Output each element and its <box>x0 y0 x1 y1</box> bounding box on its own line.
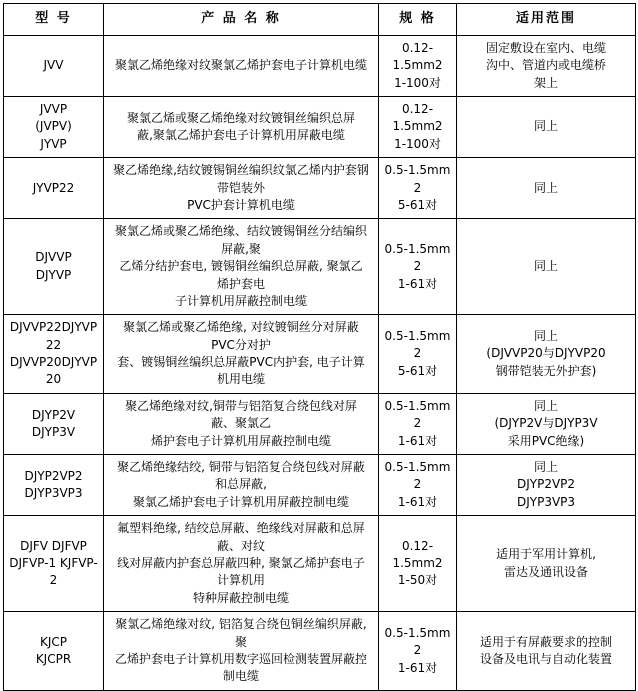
cell-scope-line: 钢带铠装无外护套) <box>495 363 597 378</box>
cell-model-line: DJYP3V <box>31 424 76 439</box>
cell-product-name-line: 聚氯乙烯绝缘对纹聚氯乙烯护套电子计算机电缆 <box>114 58 367 73</box>
column-header-scope: 适用范围 <box>457 4 636 36</box>
cell-scope-line: 雷达及通讯设备 <box>503 564 588 579</box>
cell-specification-line: 1.5mm2 <box>392 556 443 570</box>
cell-scope-line: 设备及电讯与自动化装置 <box>479 651 612 666</box>
cell-scope-line: 同上 <box>533 460 558 475</box>
cell-product-name-line: 氟塑料绝缘, 结绞总屏蔽、绝缘线对屏蔽和总屏 <box>117 521 365 536</box>
cell-scope-line: (DJVVP20与DJYVP20 <box>486 346 606 361</box>
cell-product-name-line: 聚乙烯绝缘,结纹镀锡铜丝编织纹氯乙烯内护套钢 <box>113 163 369 178</box>
cell-product-name-line: 带铠装外 <box>216 180 265 195</box>
cell-product-name <box>104 612 379 691</box>
cell-model-line: JYVP <box>40 136 67 151</box>
cell-scope-line: DJYP3VP3 <box>516 494 576 509</box>
cell-scope-line: 同上 <box>533 119 558 134</box>
cell-specification <box>379 393 457 454</box>
cell-model <box>4 612 104 691</box>
cell-specification-line: 0.5-1.5mm2 <box>384 241 451 274</box>
cell-specification <box>379 612 457 691</box>
cell-model-line: DJYP3VP3 <box>24 486 83 501</box>
cell-model <box>4 455 104 516</box>
cell-scope-line: 沟中、管道内或电缆桥 <box>485 58 606 73</box>
table-row <box>4 393 636 454</box>
cell-model-line: DJYVP <box>35 267 72 282</box>
cell-specification <box>379 35 457 96</box>
cell-specification-line: 0.12- <box>401 538 434 553</box>
cell-model-line: (JVPV) <box>35 119 72 134</box>
cell-specification-line: 1.5mm2 <box>392 58 443 73</box>
cell-scope <box>457 219 636 315</box>
cell-specification-line: 1-61对 <box>397 494 438 509</box>
cell-product-name-line: 聚乙烯绝缘对纹,铜带与铝箔复合绕包线对屏 <box>125 398 357 413</box>
cell-scope-line: 同上 <box>533 329 558 343</box>
cell-product-name-line: 聚 <box>234 634 247 649</box>
cell-product-name-line: 聚乙烯绝缘结绞, 铜带与铝箔复合绕包线对屏蔽 <box>117 460 365 475</box>
cell-model-line: DJFVP-1 KJFVP-2 <box>9 556 98 588</box>
cell-specification-line: 5-61对 <box>397 363 438 378</box>
table-row <box>4 455 636 516</box>
cell-product-name-line: 计算机用 <box>216 573 265 588</box>
cell-specification-line: 1-61对 <box>397 660 438 675</box>
cell-scope <box>457 455 636 516</box>
cell-model <box>4 35 104 96</box>
table-row <box>4 35 636 96</box>
cell-product-name-line: 聚氯乙烯或聚乙烯绝缘、结纹镀锡铜丝分结编织 <box>114 224 367 239</box>
cell-product-name-line: 制电缆 <box>222 669 259 684</box>
cell-scope <box>457 516 636 612</box>
cell-scope <box>457 315 636 394</box>
table-header-row <box>4 4 636 36</box>
cell-model-line: KJCPR <box>35 651 72 666</box>
table-row <box>4 612 636 691</box>
cell-product-name-line: 聚氯乙烯或聚乙烯绝缘, 对纹镀铜丝分对屏蔽 <box>123 320 359 335</box>
table-body <box>4 35 636 690</box>
cell-specification <box>379 315 457 394</box>
cell-model-line: JVV <box>43 58 64 73</box>
cell-specification-line: 1-100对 <box>394 136 441 151</box>
table-header <box>4 4 636 36</box>
cell-model-line: KJCP <box>39 634 68 649</box>
cell-product-name-line: 乙烯护套电子计算机用数字巡回检测装置屏蔽控 <box>114 651 367 666</box>
table-row <box>4 315 636 394</box>
cell-specification-line: 5-61对 <box>397 197 438 212</box>
cell-product-name-line: 和总屏蔽, <box>215 477 267 492</box>
cell-specification-line: 1-50对 <box>397 573 438 588</box>
table-row <box>4 516 636 612</box>
cell-product-name <box>104 158 379 219</box>
cell-scope-line: 采用PVC绝缘) <box>507 433 585 448</box>
cell-product-name-line: 屏蔽,聚 <box>221 241 261 256</box>
cell-scope-line: (DJYP2V与DJYP3V <box>494 416 598 431</box>
cell-scope-line: 适用于有屏蔽要求的控制 <box>479 634 612 649</box>
cell-model-line: JYVP22 <box>32 180 75 195</box>
cell-specification <box>379 516 457 612</box>
column-header-product-name: 产 品 名 称 <box>104 4 379 36</box>
cell-product-name-line: 蔽、对纹 <box>216 538 265 553</box>
cell-product-name-line: 聚氯乙烯护套电子计算机用屏蔽控制电缆 <box>132 494 349 509</box>
cell-model-line: DJVVP <box>35 250 72 265</box>
cell-scope-line: 同上 <box>533 259 558 274</box>
cell-specification-line: 0.5-1.5mm2 <box>384 329 451 361</box>
cell-scope <box>457 35 636 96</box>
cell-scope <box>457 158 636 219</box>
cell-specification-line: 1-100对 <box>394 75 441 90</box>
cell-specification-line: 0.5-1.5mm2 <box>384 163 451 195</box>
column-header-specification: 规 格 <box>379 4 457 36</box>
cell-scope-line: 同上 <box>533 180 558 195</box>
cell-model <box>4 393 104 454</box>
cell-product-name-line: 烯护套电 <box>216 276 265 291</box>
cell-specification-line: 1-61对 <box>397 433 438 448</box>
cell-model <box>4 516 104 612</box>
cell-product-name-line: 乙烯分结护套电, 镀锡铜丝编织总屏蔽, 聚氯乙 <box>119 259 363 274</box>
cell-model-line: DJVVP20DJYVP20 <box>9 355 98 387</box>
cell-product-name-line: 蔽,聚氯乙烯护套电子计算机用屏蔽电缆 <box>137 128 345 143</box>
cell-scope-line: 固定敷设在室内、电缆 <box>485 40 606 55</box>
cell-specification-line: 0.5-1.5mm2 <box>384 460 451 492</box>
cell-scope <box>457 393 636 454</box>
cell-scope-line: 同上 <box>533 398 558 413</box>
cell-model <box>4 219 104 315</box>
cell-product-name <box>104 315 379 394</box>
cell-specification-line: 0.5-1.5mm2 <box>384 398 451 431</box>
cell-model <box>4 158 104 219</box>
cell-product-name-line: 烯护套电子计算机用屏蔽控制电缆 <box>150 433 331 448</box>
cell-specification <box>379 97 457 158</box>
table-row <box>4 219 636 315</box>
cell-scope <box>457 612 636 691</box>
cell-scope-line: DJYP2VP2 <box>516 477 576 492</box>
cell-specification-line: 0.5-1.5mm2 <box>384 625 451 658</box>
cell-specification <box>379 219 457 315</box>
cell-model <box>4 315 104 394</box>
cell-specification <box>379 158 457 219</box>
cell-specification-line: 1.5mm2 <box>392 119 443 134</box>
cell-product-name-line: 聚氯乙烯或聚乙烯绝缘对纹镀铜丝编织总屏 <box>126 110 355 125</box>
cell-specification-line: 0.12- <box>401 102 434 117</box>
cell-model-line: JVVP <box>39 102 68 117</box>
cell-product-name <box>104 455 379 516</box>
cell-product-name-line: 线对屏蔽内护套总屏蔽四种, 聚氯乙烯护套电子 <box>117 556 365 570</box>
cell-model <box>4 97 104 158</box>
cell-model-line: DJFV DJFVP <box>20 538 87 553</box>
cell-specification <box>379 455 457 516</box>
table-row <box>4 97 636 158</box>
cell-scope <box>457 97 636 158</box>
cell-product-name <box>104 97 379 158</box>
cell-scope-line: 架上 <box>533 75 558 90</box>
cell-product-name-line: PVC分对护 <box>211 337 271 352</box>
cell-model-line: DJVVP22DJYVP22 <box>9 320 98 352</box>
cell-scope-line: 适用于军用计算机, <box>496 547 596 562</box>
cell-product-name <box>104 516 379 612</box>
cell-product-name <box>104 393 379 454</box>
cell-product-name-line: PVC护套计算机电缆 <box>187 197 295 212</box>
cell-specification-line: 0.12- <box>401 40 434 55</box>
cell-specification-line: 1-61对 <box>397 276 438 291</box>
cell-product-name-line: 机用电缆 <box>216 372 265 387</box>
column-header-model: 型 号 <box>4 4 104 36</box>
table-row <box>4 158 636 219</box>
cell-product-name-line: 套、镀锡铜丝编织总屏蔽PVC内护套, 电子计算 <box>117 355 365 370</box>
cell-product-name <box>104 35 379 96</box>
cell-product-name-line: 特种屏蔽控制电缆 <box>192 590 289 605</box>
cable-specification-table <box>3 3 636 691</box>
cell-product-name <box>104 219 379 315</box>
cell-product-name-line: 聚氯乙烯绝缘对纹, 铝箔复合绕包铜丝编织屏蔽, <box>115 617 367 632</box>
cell-product-name-line: 子计算机用屏蔽控制电缆 <box>174 293 307 308</box>
cell-model-line: DJYP2VP2 <box>24 468 83 483</box>
cell-product-name-line: 蔽、聚氯乙 <box>210 416 271 431</box>
cell-model-line: DJYP2V <box>31 407 76 422</box>
